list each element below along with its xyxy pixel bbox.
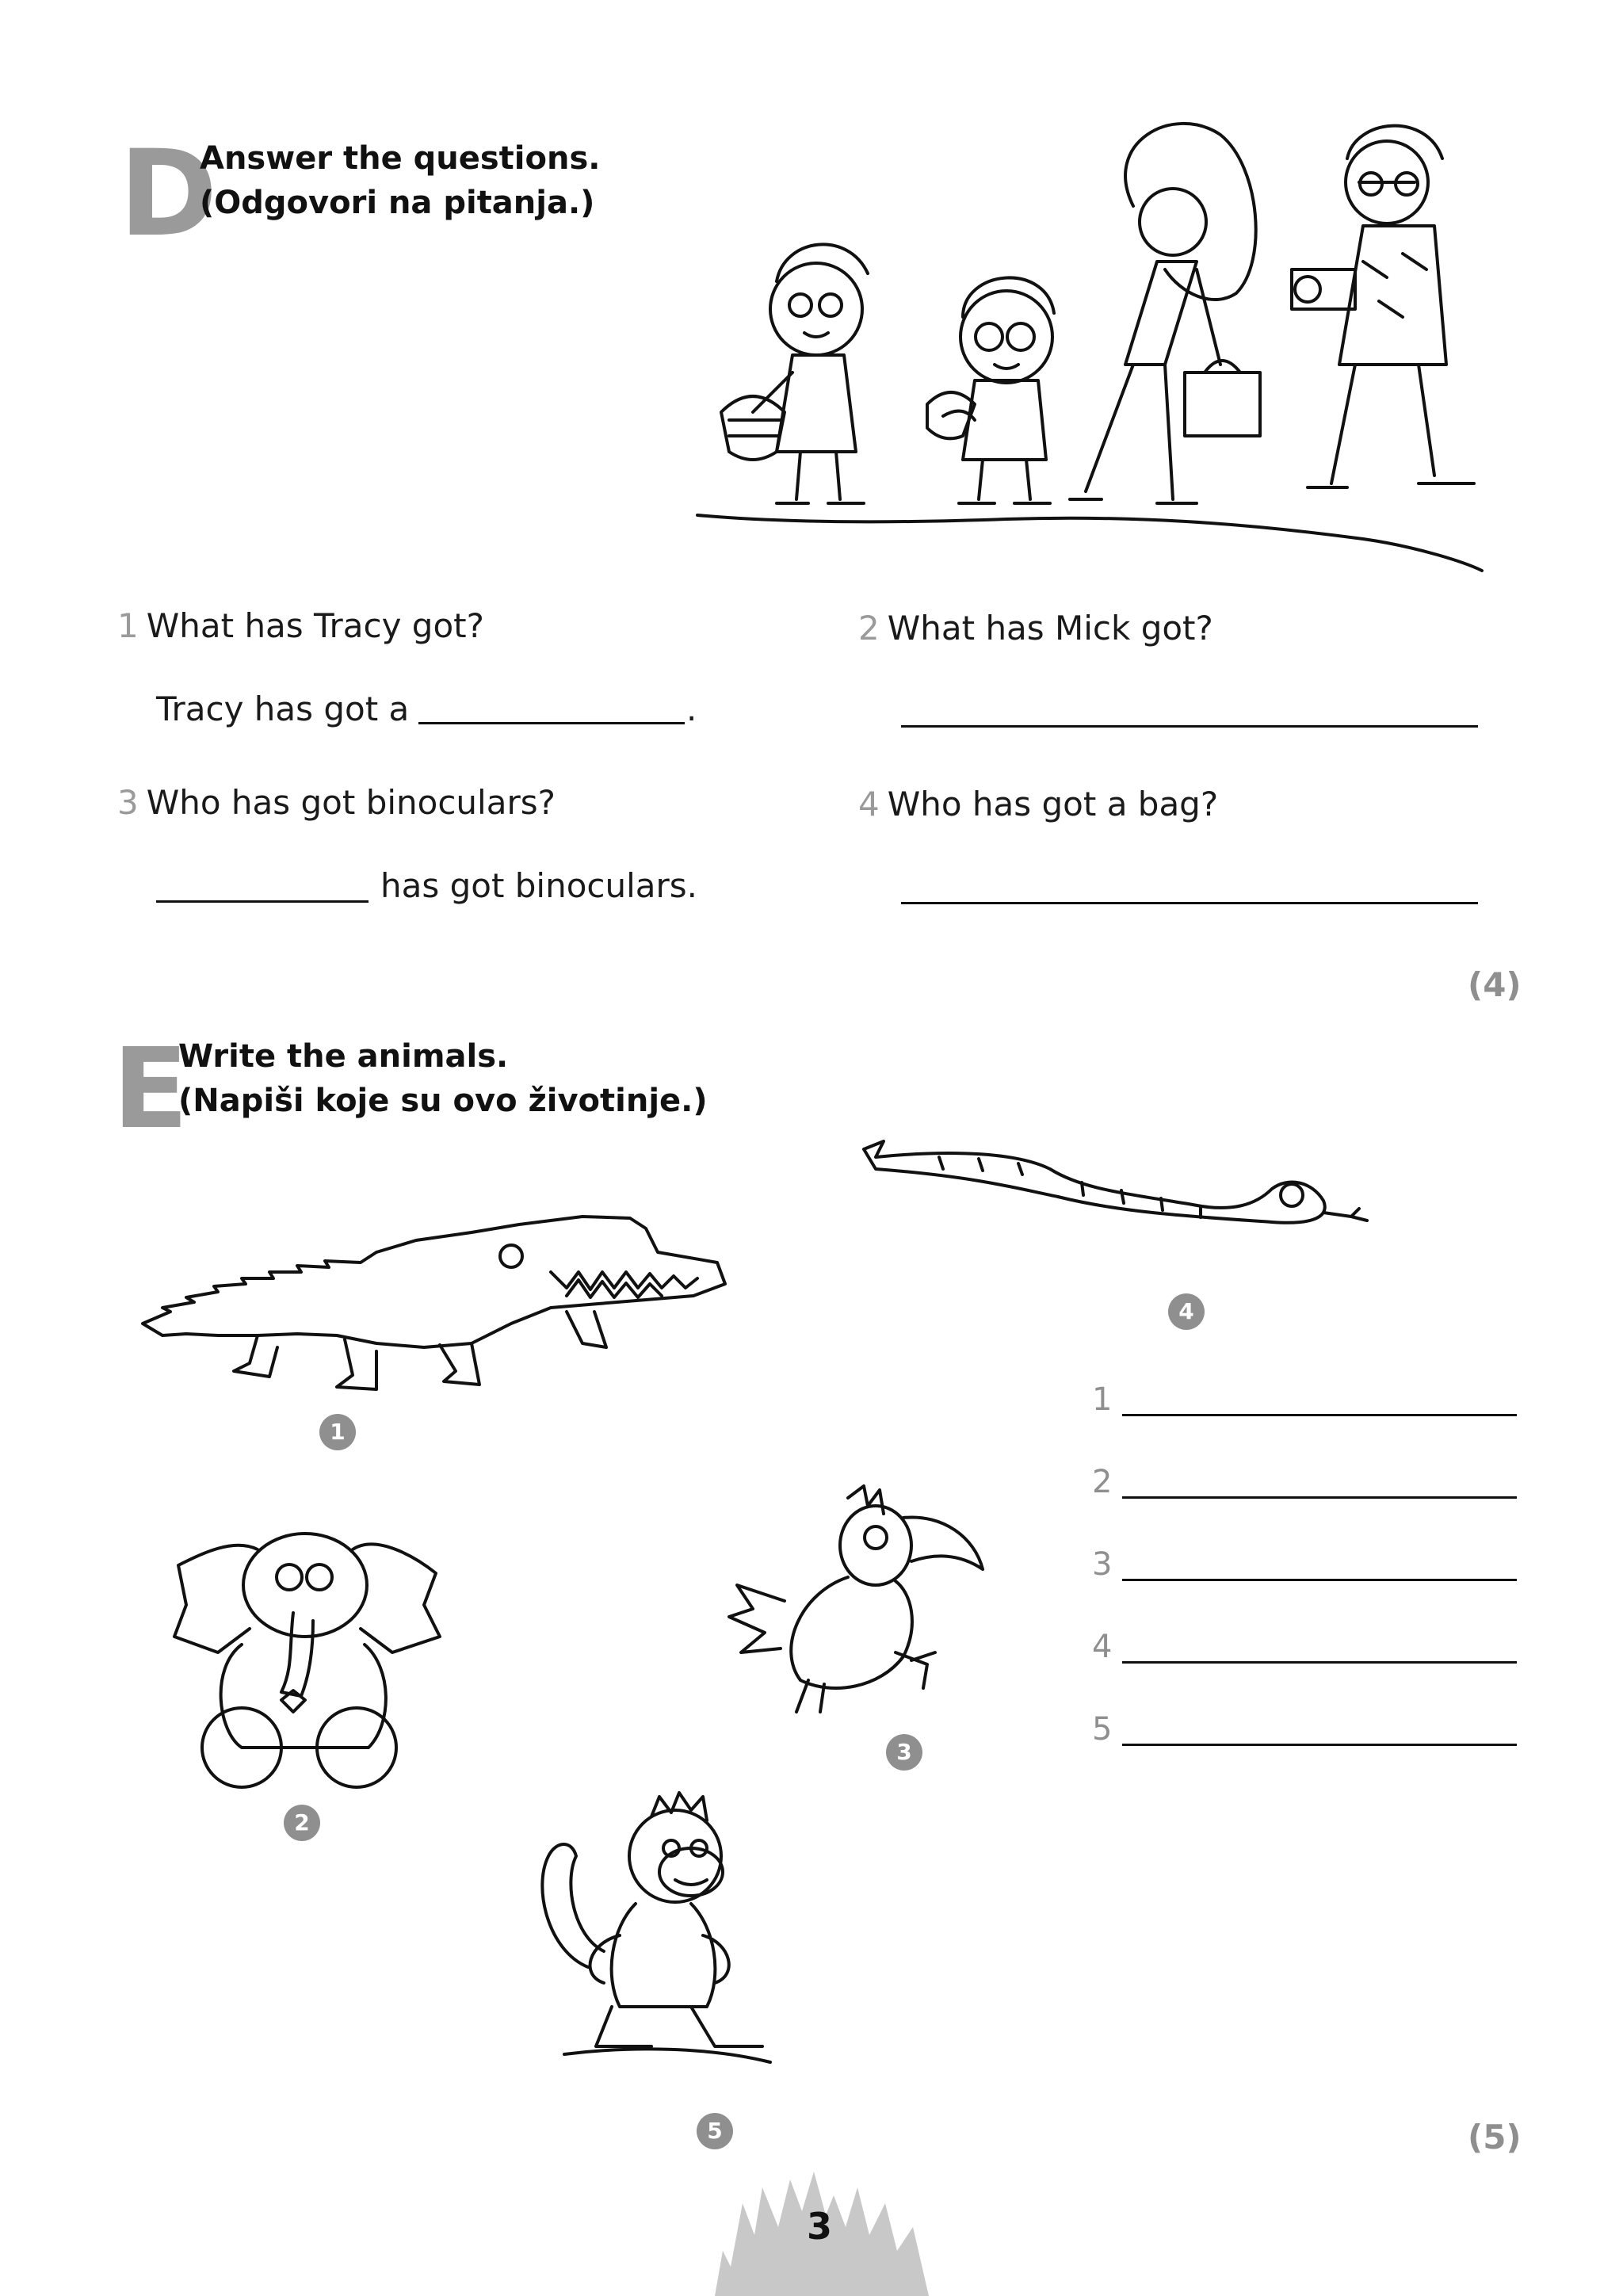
answer-1-suffix: . <box>686 690 697 728</box>
question-1-text: What has Tracy got? <box>146 606 484 645</box>
section-d-score: (4) <box>1468 965 1522 1004</box>
parrot-illustration <box>721 1482 991 1712</box>
answer-row-2 <box>1092 1457 1517 1505</box>
section-d-title-en: Answer the questions. <box>200 140 601 177</box>
section-e-title <box>178 1034 708 1123</box>
answer-row-1-number: 1 <box>1092 1381 1113 1418</box>
answer-row-4-number: 4 <box>1092 1629 1113 1665</box>
answer-row-3-line[interactable] <box>1122 1579 1517 1581</box>
animal-1-badge: 1 <box>319 1414 356 1450</box>
question-3-text: Who has got binoculars? <box>146 783 556 822</box>
family-walking-illustration <box>689 103 1490 579</box>
section-d-title-hr: (Odgovori na pitanja.) <box>200 185 595 221</box>
question-3 <box>117 783 556 822</box>
answer-row-2-number: 2 <box>1092 1464 1113 1500</box>
monkey-illustration <box>533 1793 778 2078</box>
question-4 <box>858 785 1218 823</box>
snake-illustration <box>860 1133 1375 1244</box>
answer-row-5-number: 5 <box>1092 1711 1113 1748</box>
section-e-title-hr: (Napiši koje su ovo životinje.) <box>178 1083 708 1119</box>
answer-3-suffix: has got binoculars. <box>380 866 698 905</box>
section-e-letter: E <box>113 1025 189 1154</box>
answer-row-4 <box>1092 1622 1517 1670</box>
animal-4-badge: 4 <box>1168 1293 1205 1330</box>
question-2 <box>858 609 1213 648</box>
section-e-title-en: Write the animals. <box>178 1038 509 1075</box>
answer-row-4-line[interactable] <box>1122 1661 1517 1664</box>
answer-row-3 <box>1092 1540 1517 1587</box>
answer-row-5 <box>1092 1705 1517 1752</box>
answer-row-3-number: 3 <box>1092 1546 1113 1583</box>
question-1-number: 1 <box>117 606 139 645</box>
question-2-number: 2 <box>858 609 880 648</box>
answer-row-2-line[interactable] <box>1122 1496 1517 1499</box>
question-2-text: What has Mick got? <box>887 609 1213 648</box>
section-e-score: (5) <box>1468 2118 1522 2157</box>
answer-row-5-line[interactable] <box>1122 1744 1517 1746</box>
answer-row-1-line[interactable] <box>1122 1414 1517 1416</box>
page-number: 3 <box>807 2205 833 2248</box>
answer-1-prefix: Tracy has got a <box>156 690 410 728</box>
answer-4-line[interactable] <box>901 902 1478 904</box>
crocodile-illustration <box>139 1209 741 1407</box>
animal-5-badge: 5 <box>697 2113 733 2149</box>
animal-3-badge: 3 <box>886 1734 922 1771</box>
elephant-illustration <box>162 1510 448 1795</box>
question-3-number: 3 <box>117 783 139 822</box>
answer-3-blank[interactable] <box>156 900 369 903</box>
animal-2-badge: 2 <box>284 1805 320 1841</box>
answer-row-1 <box>1092 1375 1517 1423</box>
question-4-text: Who has got a bag? <box>887 785 1219 823</box>
section-d-letter: D <box>119 125 218 263</box>
answer-2-line[interactable] <box>901 725 1478 728</box>
answer-1-blank[interactable] <box>418 722 685 724</box>
section-d-title <box>200 136 600 225</box>
question-4-number: 4 <box>858 785 880 823</box>
question-1 <box>117 606 484 645</box>
